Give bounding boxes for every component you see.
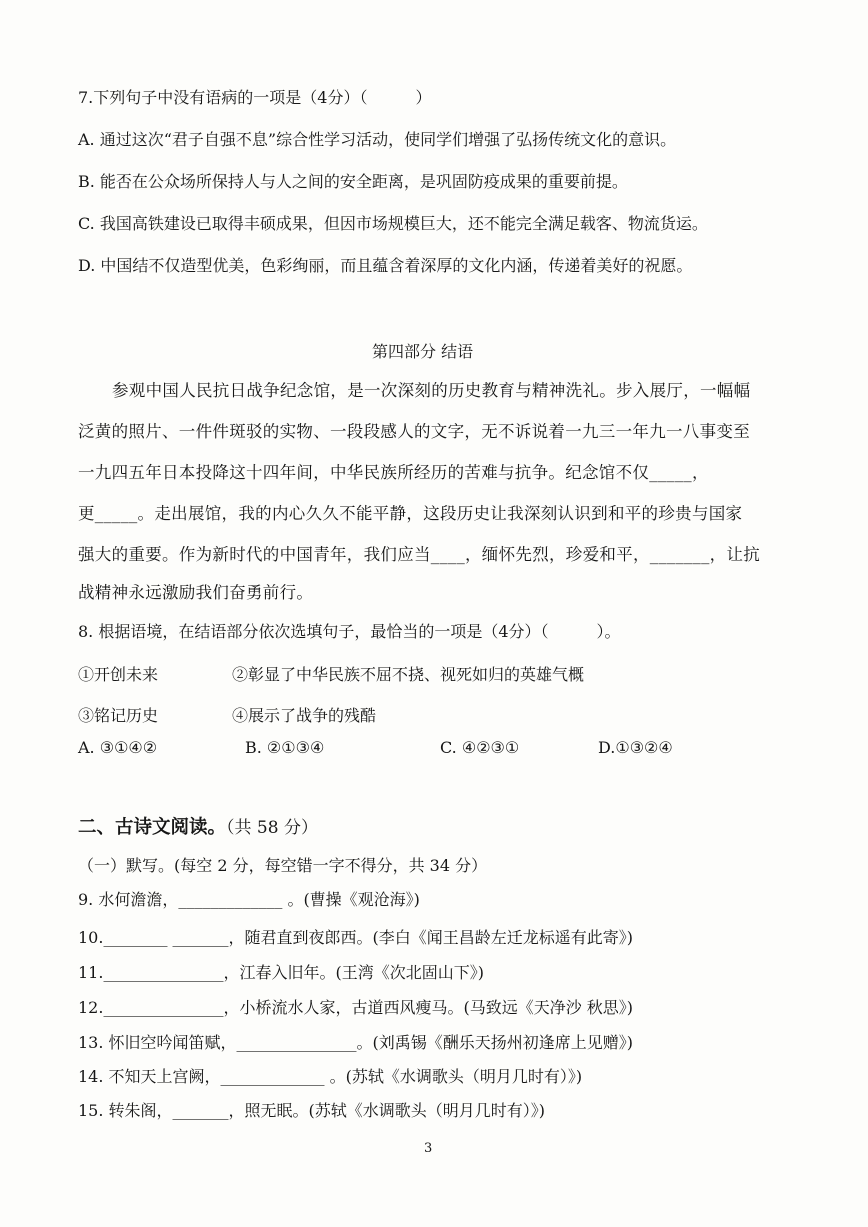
passage-line: 泛黄的照片、一件件斑驳的实物、一段段感人的文字，无不诉说着一九三一年九一八事变至 bbox=[78, 422, 750, 441]
passage-line: 更_____。走出展馆，我的内心久久不能平静，这段历史让我深刻认识到和平的珍贵与国家 bbox=[78, 504, 743, 523]
question-7-stem: 7.下列句子中没有语病的一项是（4分）（ ） bbox=[78, 88, 432, 107]
dictation-item-12: 12._______________，小桥流水人家，古道西风瘦马。(马致远《天净沙 秋思》) bbox=[78, 998, 634, 1017]
section-2-heading bbox=[78, 818, 318, 838]
question-7-option-d: D. 中国结不仅造型优美，色彩绚丽，而且蕴含着深厚的文化内涵，传递着美好的祝愿。 bbox=[78, 256, 693, 275]
question-8-stem: 8. 根据语境，在结语部分依次选填句子，最恰当的一项是（4分）（ ）。 bbox=[78, 622, 621, 641]
dictation-item-15: 15. 转朱阁，_______，照无眠。(苏轼《水调歌头（明月几时有）》) bbox=[78, 1101, 546, 1120]
page-number: 3 bbox=[424, 1141, 433, 1156]
q8-item-2: ②彰显了中华民族不屈不挠、视死如归的英雄气概 bbox=[232, 665, 585, 684]
q8-choice-a: A. ③①④② bbox=[78, 738, 158, 757]
question-7-option-c: C. 我国高铁建设已取得丰硕成果，但因市场规模巨大，还不能完全满足载客、物流货运。 bbox=[78, 214, 708, 233]
section-2-score: （共 58 分） bbox=[226, 818, 318, 838]
dictation-item-10: 10.________ _______，随君直到夜郎西。(李白《闻王昌龄左迁龙标遥有此寄》) bbox=[78, 928, 634, 947]
section-2-title: 二、古诗文阅读。 bbox=[78, 817, 227, 838]
q8-choice-c: C. ④②③① bbox=[440, 738, 520, 757]
passage-line: 战精神永远激励我们奋勇前行。 bbox=[78, 583, 314, 602]
section-2-subheading: （一）默写。(每空 2 分，每空错一字不得分，共 34 分） bbox=[78, 856, 488, 875]
q8-choice-d: D.①③②④ bbox=[598, 738, 673, 757]
part4-title: 第四部分 结语 bbox=[372, 342, 474, 361]
passage-line: 参观中国人民抗日战争纪念馆，是一次深刻的历史教育与精神洗礼。步入展厅，一幅幅 bbox=[112, 381, 751, 400]
question-7-option-a: A. 通过这次“君子自强不息”综合性学习活动，使同学们增强了弘扬传统文化的意识。 bbox=[78, 130, 677, 149]
dictation-item-14: 14. 不知天上宫阙，_____________ 。(苏轼《水调歌头（明月几时有）》) bbox=[78, 1067, 583, 1086]
dictation-item-9: 9. 水何澹澹，_____________ 。(曹操《观沧海》) bbox=[78, 890, 420, 909]
passage-line: 一九四五年日本投降这十四年间，中华民族所经历的苦难与抗争。纪念馆不仅_____， bbox=[78, 463, 709, 482]
dictation-item-13: 13. 怀旧空吟闻笛赋，_______________。(刘禹锡《酬乐天扬州初逢席上见赠》) bbox=[78, 1033, 634, 1052]
q8-item-4: ④展示了战争的残酷 bbox=[232, 706, 377, 725]
q8-item-3: ③铭记历史 bbox=[78, 706, 159, 725]
q8-choice-b: B. ②①③④ bbox=[245, 738, 325, 757]
q8-item-1: ①开创未来 bbox=[78, 665, 159, 684]
question-7-option-b: B. 能否在公众场所保持人与人之间的安全距离，是巩固防疫成果的重要前提。 bbox=[78, 172, 628, 191]
passage-line: 强大的重要。作为新时代的中国青年，我们应当____，缅怀先烈，珍爱和平，_______，让抗 bbox=[78, 545, 761, 564]
dictation-item-11: 11._______________，江春入旧年。(王湾《次北固山下》) bbox=[78, 963, 484, 982]
